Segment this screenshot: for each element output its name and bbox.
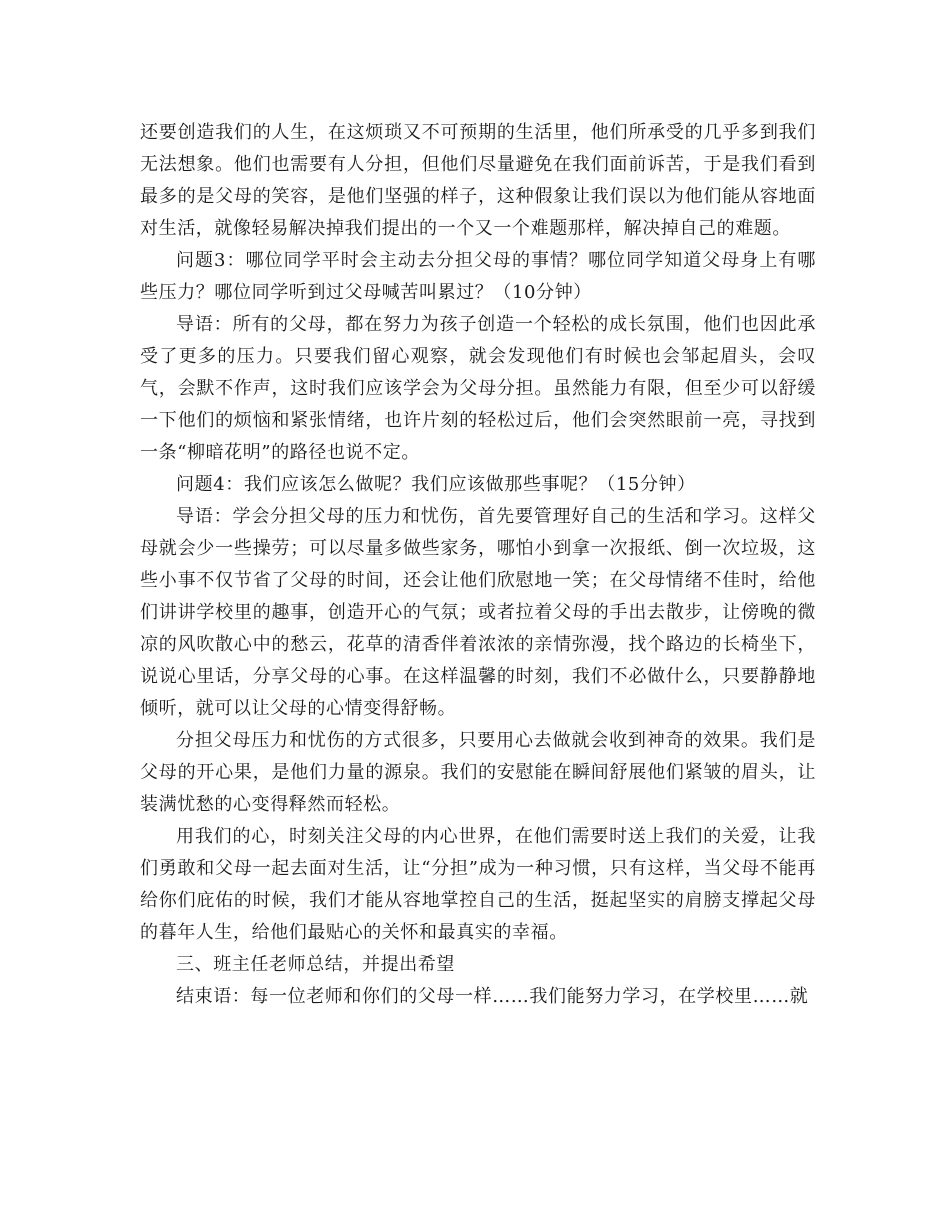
paragraph-sharing-ways: 分担父母压力和忧伤的方式很多，只要用心去做就会收到神奇的效果。我们是父母的开心果，是他们力量的源泉。我们的安慰能在瞬间舒展他们紧皱的眉头，让装满忧愁的心变得释然而轻松。 — [140, 730, 816, 815]
paragraph-guide-1: 导语：所有的父母，都在努力为孩子创造一个轻松的成长氛围，他们也因此承受了更多的压力。只要我们留心观察，就会发现他们有时候也会邹起眉头，会叹气，会默不作声，这时我们应该学会为父母分担。虽然能力有限，但至少可以舒缓一下他们的烦恼和紧张情绪，也许片刻的轻松过后，他们会突然眼前一亮，寻找到一条“柳暗花明”的路径也说不定。 — [140, 314, 816, 463]
paragraph-care-parents: 用我们的心，时刻关注父母的内心世界，在他们需要时送上我们的关爱，让我们勇敢和父母一起去面对生活，让“分担”成为一种习惯，只有这样，当父母不能再给你们庇佑的时候，我们才能从容地掌控自己的生活，挺起坚实的肩膀支撑起父母的暮年人生，给他们最贴心的关怀和最真实的幸福。 — [140, 826, 816, 943]
paragraph-question-4: 问题4：我们应该怎么做呢？我们应该做那些事呢？（15分钟） — [176, 474, 696, 495]
document-body — [140, 117, 816, 1013]
paragraph-guide-2: 导语：学会分担父母的压力和忧伤，首先要管理好自己的生活和学习。这样父母就会少一些操劳；可以尽量多做些家务，哪怕小到拿一次报纸、倒一次垃圾，这些小事不仅节省了父母的时间，还会让他们欣慰地一笑；在父母情绪不佳时，给他们讲讲学校里的趣事，创造开心的气氛；或者拉着父母的手出去散步，让傍晚的微凉的风吹散心中的愁云，花草的清香伴着浓浓的亲情弥漫，找个路边的长椅坐下，说说心里话，分享父母的心事。在这样温馨的时刻，我们不必做什么，只要静静地倾听，就可以让父母的心情变得舒畅。 — [140, 506, 816, 719]
paragraph-question-3: 问题3：哪位同学平时会主动去分担父母的事情？哪位同学知道父母身上有哪些压力？哪位同学听到过父母喊苦叫累过？（10分钟） — [140, 250, 816, 303]
paragraph-closing: 结束语：每一位老师和你们的父母一样……我们能努力学习，在学校里……就 — [176, 986, 809, 1007]
section-heading-summary: 三、班主任老师总结，并提出希望 — [176, 954, 455, 975]
paragraph-continued: 还要创造我们的人生，在这烦琐又不可预期的生活里，他们所承受的几乎多到我们无法想象。他们也需要有人分担，但他们尽量避免在我们面前诉苦，于是我们看到最多的是父母的笑容，是他们坚强的样子，这种假象让我们误以为他们能从容地面对生活，就像轻易解决掉我们提出的一个又一个难题那样，解决掉自己的难题。 — [140, 122, 816, 239]
